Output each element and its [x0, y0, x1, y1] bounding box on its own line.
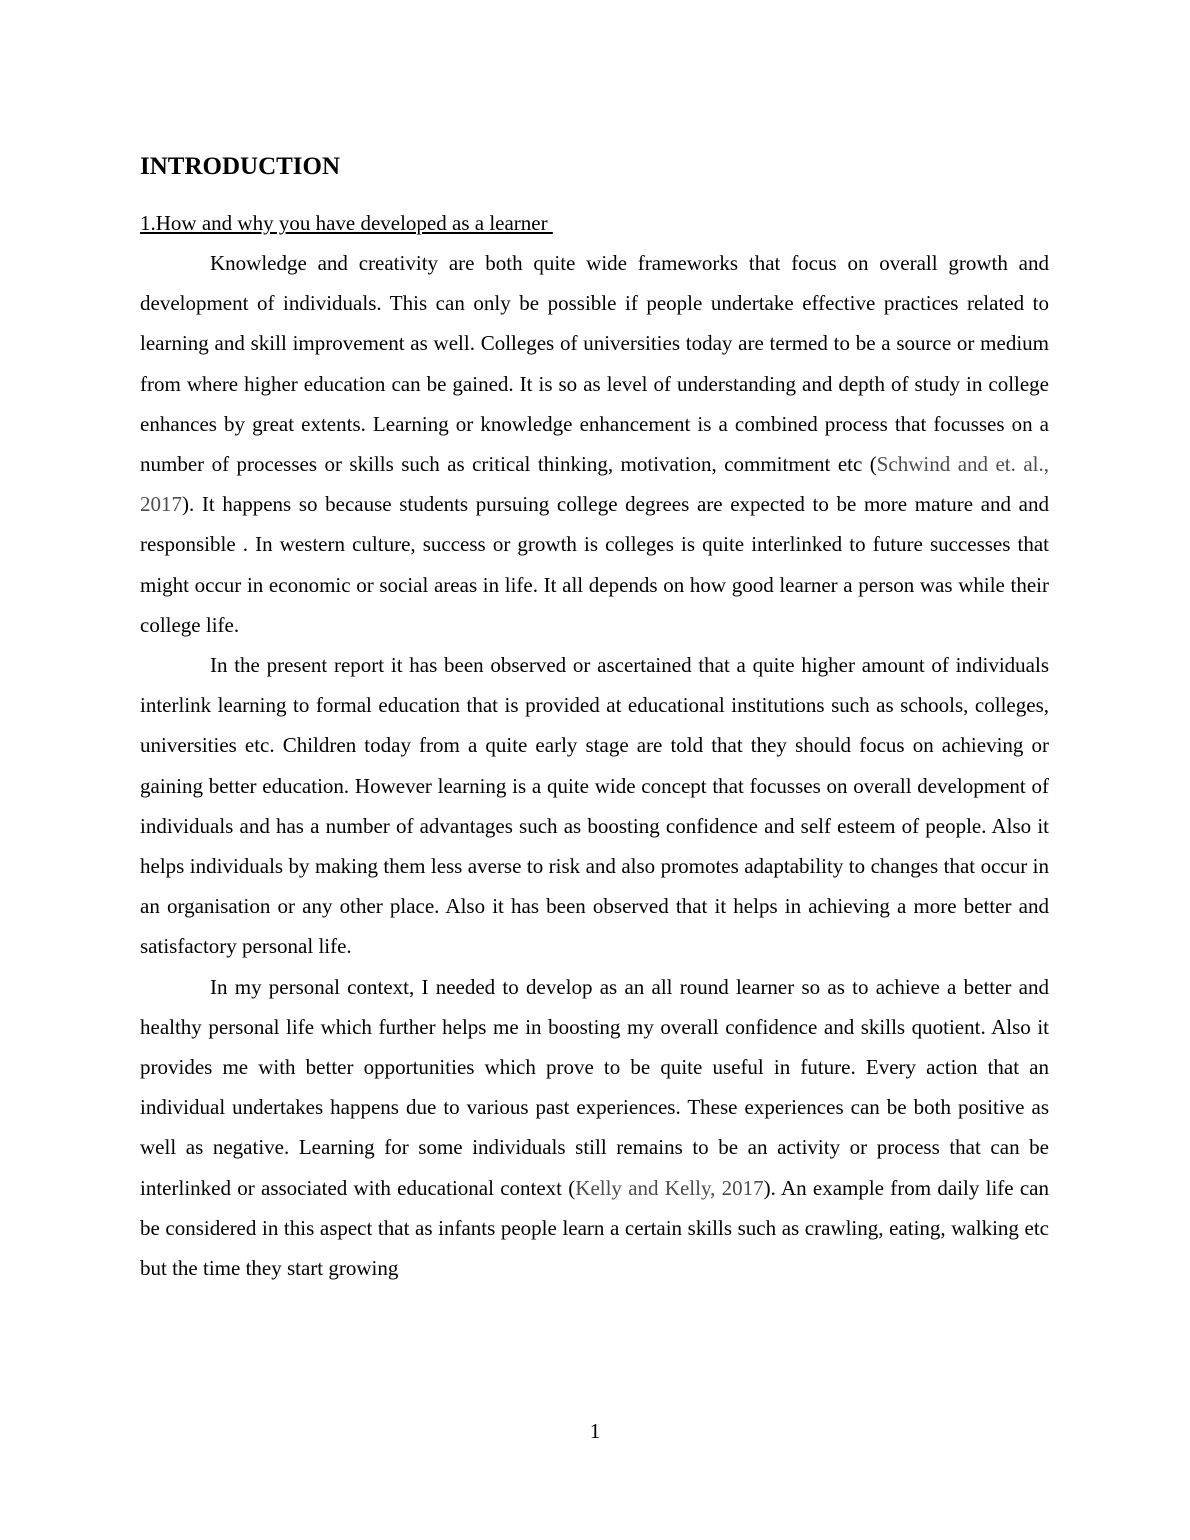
paragraph-3 — [140, 967, 1049, 1289]
section-subheading: 1.How and why you have developed as a learner — [140, 211, 553, 235]
paragraph-3-text-after: ). An example from daily life can be considered in this aspect that as infants people learn a certain skills such as crawling, eating, walking etc but the time they start growing — [140, 1175, 1049, 1281]
paragraph-1-text-after: ). It happens so because students pursuing college degrees are expected to be more mature and and responsible . In western culture, success or growth is colleges is quite interlinked to future successes that might occur in economic or social areas in life. It all depends on how good learner a person was while their college life. — [140, 492, 1049, 637]
page-title: INTRODUCTION — [140, 153, 341, 180]
citation-kelly: Kelly and Kelly, 2017 — [575, 1175, 764, 1200]
paragraph-3-text-before: In my personal context, I needed to develop as an all round learner so as to achieve a better and healthy personal life which further helps me in boosting my overall confidence and skills quotient. Also it provides me with better opportunities which prove to be quite useful in future. Every action that an individual undertakes happens due to various past experiences. These experiences can be both positive as well as negative. Learning for some individuals still remains to be an activity or process that can be interlinked or associated with educational context ( — [140, 974, 1049, 1200]
citation-schwind: Schwind and et. al., 2017 — [140, 452, 1049, 517]
paragraph-1-text-before: Knowledge and creativity are both quite wide frameworks that focus on overall growth and development of individuals. This can only be possible if people undertake effective practices related to learning and skill improvement as well. Colleges of universities today are termed to be a source or medium from where higher education can be gained. It is so as level of understanding and depth of study in college enhances by great extents. Learning or knowledge enhancement is a combined process that focusses on a number of processes or skills such as critical thinking, motivation, commitment etc ( — [140, 251, 1049, 477]
paragraph-2: In the present report it has been observed or ascertained that a quite higher amount of individuals interlink learning to formal education that is provided at educational institutions such as schools, colleges, universities etc. Children today from a quite early stage are told that they should focus on achieving or gaining better education. However learning is a quite wide concept that focusses on overall development of individuals and has a number of advantages such as boosting confidence and self esteem of people. Also it helps individuals by making them less averse to risk and also promotes adaptability to changes that occur in an organisation or any other place. Also it has been observed that it helps in achieving a more better and satisfactory personal life. — [140, 653, 1049, 959]
page-number: 1 — [589, 1419, 601, 1443]
paragraph-1 — [140, 243, 1049, 645]
body-text — [140, 243, 1049, 1288]
